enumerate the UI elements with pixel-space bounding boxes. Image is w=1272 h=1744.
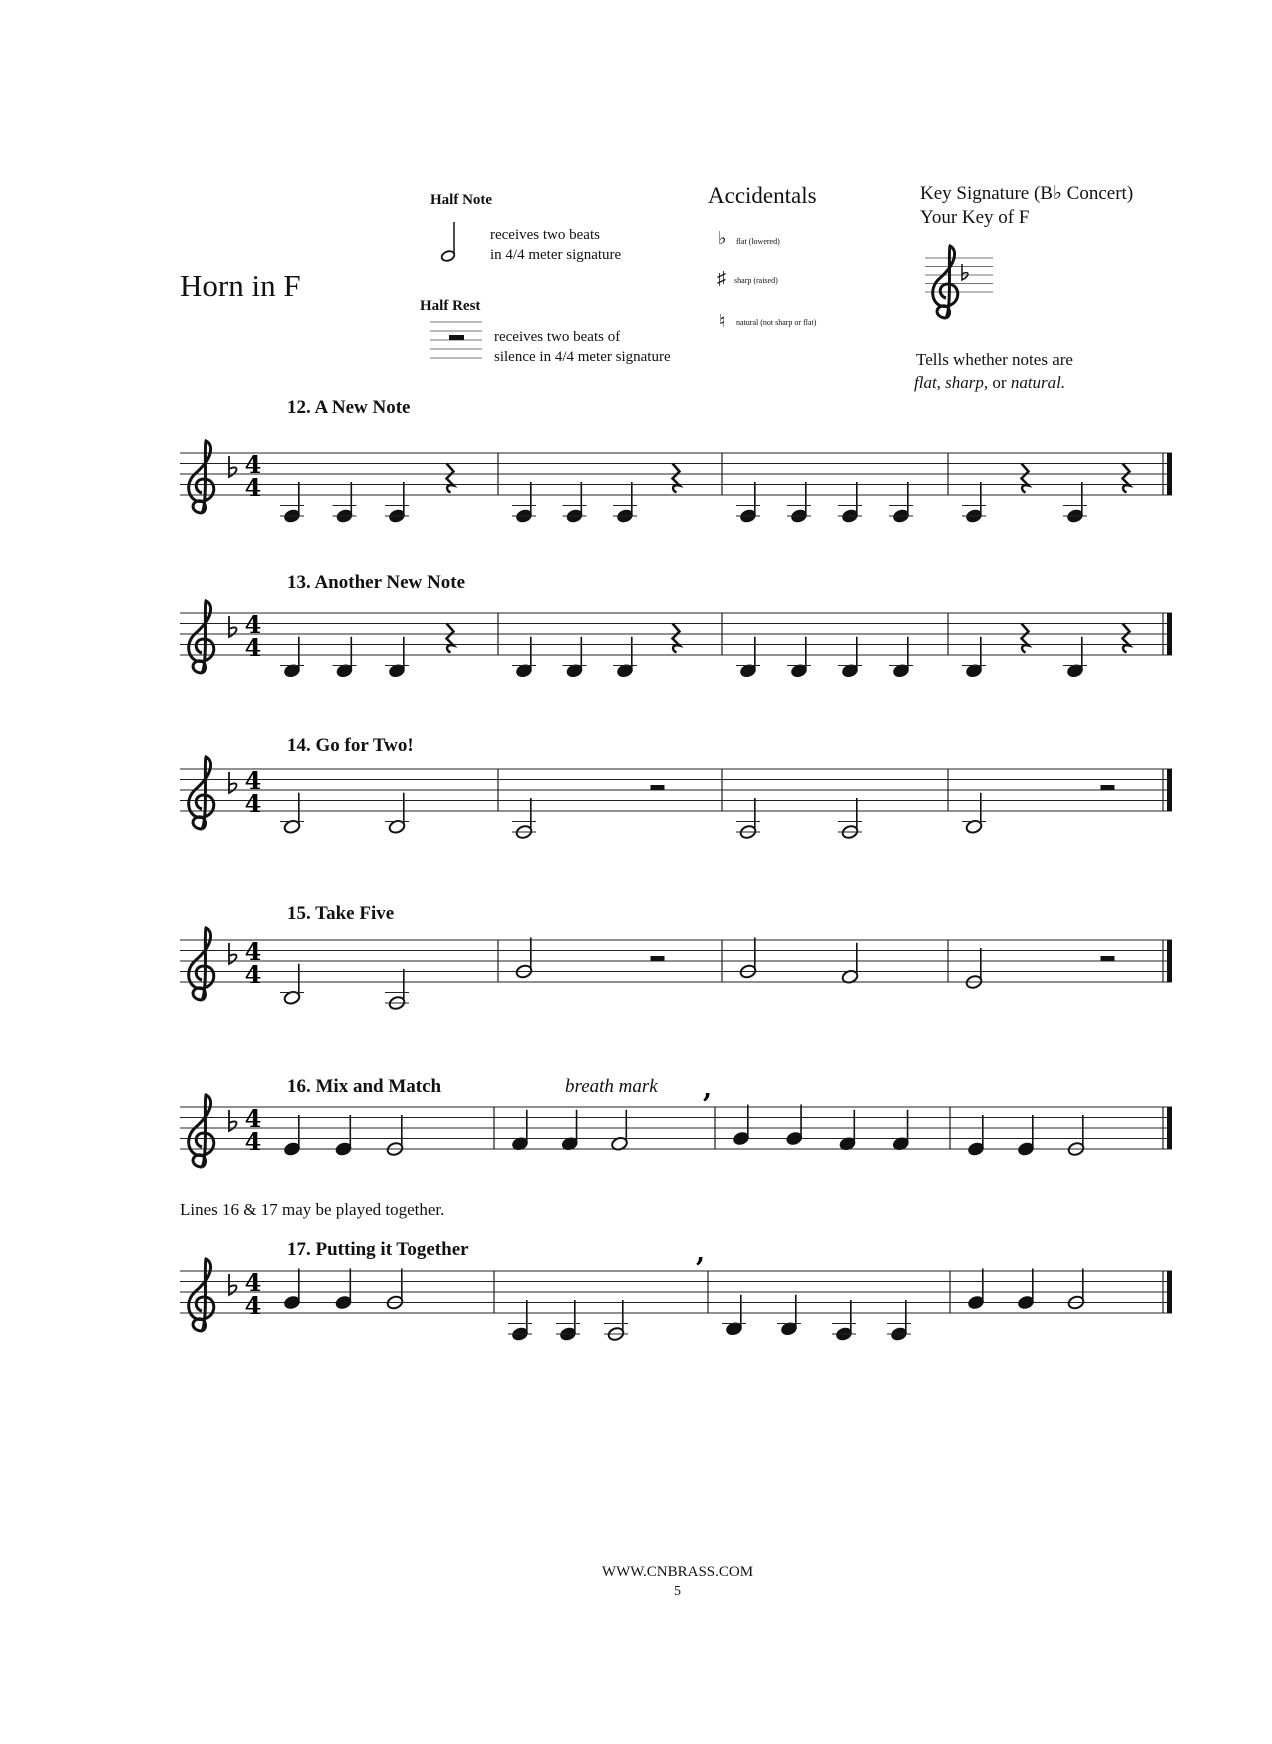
treble-clef-icon (189, 1095, 214, 1167)
final-bar-thick (1167, 453, 1172, 495)
accidentals-title: Accidentals (708, 183, 817, 208)
time-sig-top: 4 (244, 1104, 262, 1133)
flat-sharp-italic: flat, sharp, (914, 373, 989, 392)
flat-symbol-icon: ♭ (718, 228, 727, 248)
quarter-rest (673, 464, 680, 493)
treble-clef-icon (189, 1259, 214, 1331)
final-bar-thick (1167, 769, 1172, 811)
half-rest (651, 956, 665, 961)
staff-exercise-12 (180, 441, 1172, 524)
time-sig-top: 4 (244, 766, 262, 795)
quarter-rest (447, 624, 454, 653)
key-signature-note-1: Tells whether notes are (916, 350, 1073, 369)
half-rest-title: Half Rest (420, 298, 481, 314)
time-sig-top: 4 (244, 1268, 262, 1297)
exercise-16-title: 16. Mix and Match (287, 1076, 442, 1097)
key-signature-subtitle: Your Key of F (920, 207, 1030, 228)
quarter-rest (673, 624, 680, 653)
final-bar-thick (1167, 940, 1172, 982)
final-bar-thick (1167, 1271, 1172, 1313)
time-sig-top: 4 (244, 450, 262, 479)
exercise-12-title: 12. A New Note (287, 397, 411, 418)
time-sig-top: 4 (244, 610, 262, 639)
staff-exercise-17 (180, 1238, 1172, 1342)
exercise-15-title: 15. Take Five (287, 903, 395, 924)
time-sig-bottom: 4 (244, 1291, 262, 1320)
half-rest-text-2: silence in 4/4 meter signature (494, 349, 671, 365)
flat-label: flat (lowered) (736, 237, 780, 246)
quarter-rest (1022, 624, 1029, 653)
final-bar-thick (1167, 613, 1172, 655)
half-rest-example-icon (449, 335, 464, 340)
quarter-rest (1022, 464, 1029, 493)
time-sig-bottom: 4 (244, 1127, 262, 1156)
breath-mark-icon: , (696, 1238, 706, 1268)
sharp-label: sharp (raised) (734, 276, 778, 285)
natural-label: natural (not sharp or flat) (736, 318, 817, 327)
treble-clef-icon (189, 441, 214, 513)
time-sig-top: 4 (244, 937, 262, 966)
half-rest (1101, 956, 1115, 961)
final-bar-thick (1167, 1107, 1172, 1149)
breath-mark-annotation: breath mark (565, 1076, 658, 1097)
half-note-text-2: in 4/4 meter signature (490, 247, 622, 263)
legend-graphics (430, 222, 482, 358)
time-sig-bottom: 4 (244, 960, 262, 989)
quarter-rest (1123, 464, 1130, 493)
key-signature-example (925, 246, 993, 318)
staff-exercise-15 (180, 928, 1172, 1011)
treble-clef-icon (933, 246, 958, 318)
half-rest-text-1: receives two beats of (494, 329, 621, 345)
half-rest (1101, 785, 1115, 790)
exercise-13-title: 13. Another New Note (287, 572, 466, 593)
exercise-14-title: 14. Go for Two! (287, 735, 414, 756)
staff-exercise-13 (180, 601, 1172, 678)
time-sig-bottom: 4 (244, 473, 262, 502)
treble-clef-icon (189, 928, 214, 1000)
quarter-rest (1123, 624, 1130, 653)
breath-mark-icon: , (703, 1074, 713, 1104)
page-number: 5 (674, 1584, 681, 1599)
or-text: or (988, 373, 1011, 392)
key-signature-title: Key Signature (B♭ Concert) (920, 183, 1134, 204)
exercise-17-title: 17. Putting it Together (287, 1239, 469, 1260)
lines-played-together-note: Lines 16 & 17 may be played together. (180, 1200, 445, 1219)
half-note-title: Half Note (430, 192, 493, 208)
treble-clef-icon (189, 601, 214, 673)
time-sig-bottom: 4 (244, 633, 262, 662)
sharp-symbol-icon: ♯ (717, 268, 726, 288)
staff-exercise-16 (180, 1074, 1172, 1167)
footer-url: WWW.CNBRASS.COM (601, 1564, 754, 1580)
treble-clef-icon (189, 757, 214, 829)
quarter-rest (447, 464, 454, 493)
page-title: Horn in F (180, 268, 301, 303)
time-sig-bottom: 4 (244, 789, 262, 818)
staff-exercise-14 (180, 757, 1172, 840)
half-rest (651, 785, 665, 790)
half-note-text-1: receives two beats (490, 227, 600, 243)
natural-symbol-icon: ♮ (719, 311, 726, 331)
natural-italic: natural. (1010, 373, 1066, 392)
